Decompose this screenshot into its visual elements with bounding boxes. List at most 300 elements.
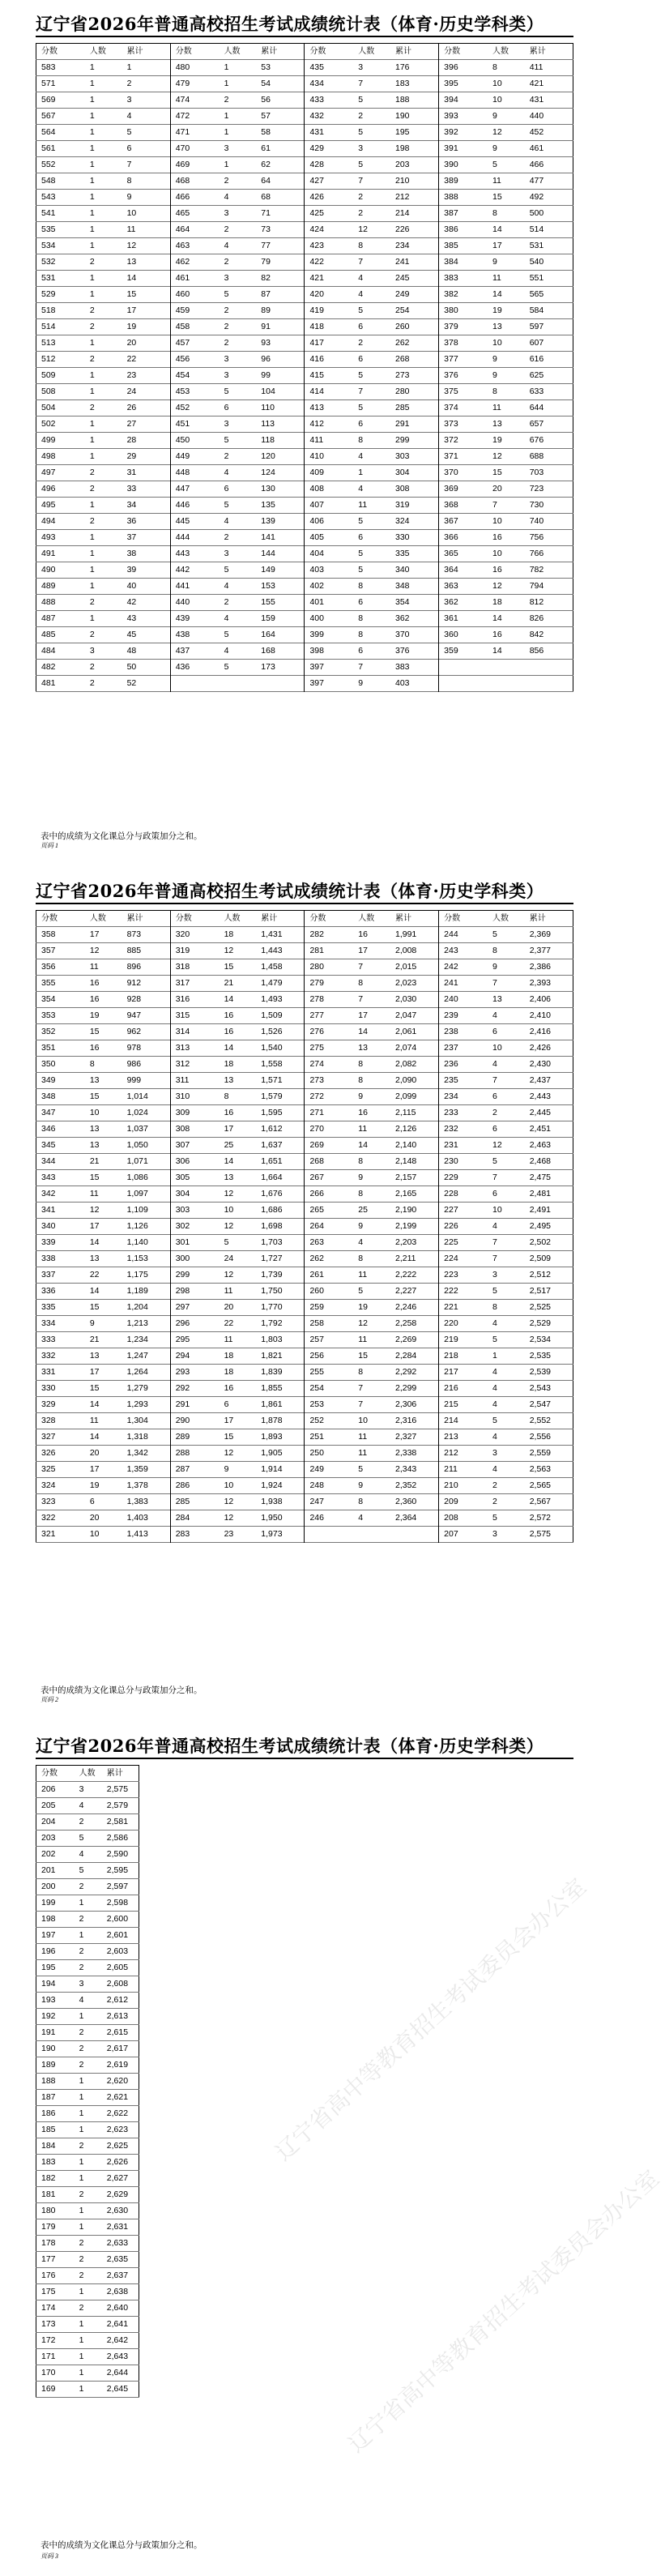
cumulative-cell: 1,097 (122, 1186, 171, 1203)
count-cell: 7 (358, 994, 364, 1004)
count-cell: 11 (358, 1448, 368, 1458)
score-cell: 388 (444, 192, 458, 202)
score-cell: 274 (309, 1059, 324, 1069)
cumulative-cell: 1,540 (256, 1040, 305, 1057)
cumulative-cell: 144 (256, 546, 305, 562)
score-cell: 463 (175, 241, 190, 250)
cumulative-cell: 31 (122, 465, 171, 481)
cumulative-cell: 2,556 (529, 1432, 551, 1442)
count-cell: 2 (89, 322, 95, 331)
cumulative-cell: 2,586 (106, 1833, 129, 1843)
count-cell: 3 (224, 208, 229, 218)
score-cell: 419 (309, 305, 324, 315)
score-cell: 342 (41, 1189, 56, 1198)
count-cell: 2 (224, 95, 229, 105)
score-cell: 404 (309, 549, 324, 558)
count-cell: 6 (492, 1091, 497, 1101)
count-cell: 14 (89, 1237, 100, 1247)
count-cell: 2 (89, 484, 95, 493)
score-cell: 204 (41, 1817, 56, 1826)
cumulative-cell: 2,590 (106, 1849, 129, 1859)
cumulative-cell: 173 (256, 660, 305, 676)
cumulative-cell: 155 (256, 595, 305, 611)
count-cell: 2 (224, 257, 229, 267)
cumulative-cell: 82 (256, 271, 305, 287)
table-row (36, 384, 573, 400)
cumulative-cell: 149 (256, 562, 305, 579)
count-cell: 2 (492, 1497, 497, 1506)
score-cell: 200 (41, 1882, 56, 1891)
footnote: 表中的成绩为文化课总分与政策加分之和。 (40, 1686, 202, 1695)
count-cell: 2 (358, 192, 364, 202)
cumulative-cell (525, 660, 573, 676)
header-count: 人数 (89, 914, 106, 923)
score-cell: 442 (175, 565, 190, 575)
count-cell: 1 (79, 2092, 84, 2102)
cumulative-cell: 198 (390, 141, 439, 157)
footnote: 表中的成绩为文化课总分与政策加分之和。 (40, 832, 202, 841)
count-cell: 1 (89, 273, 95, 283)
count-cell: 12 (224, 946, 234, 955)
count-cell: 16 (492, 565, 502, 575)
table-row (36, 1831, 139, 1847)
count-cell: 1 (79, 2287, 84, 2296)
cumulative-cell: 873 (122, 927, 171, 943)
count-cell: 2 (89, 403, 95, 412)
count-cell: 11 (89, 1189, 99, 1198)
count-cell: 8 (358, 1075, 364, 1085)
count-cell: 6 (492, 1027, 497, 1036)
header-cumulative: 累计 (122, 44, 171, 60)
cumulative-cell: 1,293 (122, 1397, 171, 1413)
cumulative-cell: 492 (529, 192, 544, 202)
cumulative-cell: 340 (390, 562, 439, 579)
count-cell: 2 (89, 516, 95, 526)
score-cell: 300 (175, 1254, 190, 1263)
score-cell: 561 (41, 143, 56, 153)
count-cell: 14 (224, 1156, 234, 1166)
score-cell: 569 (41, 95, 56, 105)
cumulative-cell: 249 (390, 287, 439, 303)
count-cell: 17 (492, 241, 502, 250)
count-cell: 6 (358, 419, 364, 429)
cumulative-cell: 20 (122, 335, 171, 352)
score-cell: 320 (175, 929, 190, 939)
score-cell: 191 (41, 2027, 56, 2037)
cumulative-cell: 254 (390, 303, 439, 319)
count-cell: 1 (89, 338, 95, 348)
score-cell: 513 (41, 338, 56, 348)
score-cell: 202 (41, 1849, 56, 1859)
score-cell: 285 (175, 1497, 190, 1506)
cumulative-cell: 15 (122, 287, 171, 303)
count-cell: 1 (79, 2335, 84, 2345)
score-cell: 394 (444, 95, 458, 105)
score-cell: 184 (41, 2141, 56, 2151)
table-row (36, 2284, 139, 2300)
score-cell: 228 (444, 1189, 458, 1198)
count-cell: 8 (358, 1497, 364, 1506)
cumulative-cell: 794 (529, 581, 544, 591)
score-cell: 425 (309, 208, 324, 218)
table-row (36, 1040, 573, 1057)
count-cell: 7 (492, 500, 497, 510)
cumulative-cell: 1,204 (122, 1300, 171, 1316)
score-cell: 172 (41, 2335, 56, 2345)
score-cell: 454 (175, 370, 190, 380)
score-cell: 209 (444, 1497, 458, 1506)
count-cell: 17 (89, 1367, 100, 1377)
score-cell: 361 (444, 613, 458, 623)
cumulative-cell: 2,517 (529, 1286, 551, 1296)
cumulative-cell: 203 (390, 157, 439, 173)
cumulative-cell: 285 (390, 400, 439, 417)
cumulative-cell: 1,905 (256, 1446, 305, 1462)
table-row (36, 1105, 573, 1121)
score-cell: 362 (444, 597, 458, 607)
count-cell: 17 (358, 946, 368, 955)
count-cell: 7 (358, 662, 364, 672)
score-cell: 196 (41, 1946, 56, 1956)
table-row (36, 481, 573, 498)
score-cell: 372 (444, 435, 458, 445)
cumulative-cell: 226 (390, 222, 439, 238)
table-row (36, 2236, 139, 2252)
count-cell: 13 (89, 1254, 100, 1263)
score-cell: 471 (175, 127, 190, 137)
title-rule (36, 903, 573, 904)
cumulative-cell: 625 (529, 370, 544, 380)
score-cell: 418 (309, 322, 324, 331)
score-cell: 413 (309, 403, 324, 412)
cumulative-cell: 1,612 (256, 1121, 305, 1138)
cumulative-cell: 2,627 (106, 2173, 129, 2183)
table-row (36, 2333, 139, 2349)
cumulative-cell: 6 (122, 141, 171, 157)
score-cell: 241 (444, 978, 458, 988)
count-cell: 2 (224, 597, 229, 607)
cumulative-cell: 1,342 (122, 1446, 171, 1462)
cumulative-cell: 633 (529, 387, 544, 396)
count-cell: 15 (224, 1432, 234, 1442)
count-cell: 16 (492, 532, 502, 542)
count-cell: 5 (492, 1286, 497, 1296)
score-cell: 195 (41, 1963, 56, 1972)
cumulative-cell: 1,413 (122, 1527, 171, 1543)
cumulative-cell: 24 (122, 384, 171, 400)
count-cell: 9 (358, 1173, 364, 1182)
score-cell: 337 (41, 1270, 56, 1279)
count-cell: 3 (358, 143, 364, 153)
cumulative-cell: 723 (529, 484, 544, 493)
cumulative-cell: 2,575 (106, 1784, 129, 1794)
count-cell: 1 (89, 143, 95, 153)
cumulative-cell: 2,512 (529, 1270, 551, 1279)
cumulative-cell: 2,543 (529, 1383, 551, 1393)
cumulative-cell: 299 (390, 433, 439, 449)
score-cell: 325 (41, 1464, 56, 1474)
count-cell: 6 (224, 484, 229, 493)
count-cell: 1 (79, 2384, 84, 2394)
score-cell: 269 (309, 1140, 324, 1150)
count-cell: 18 (224, 929, 234, 939)
cumulative-cell: 1,071 (122, 1154, 171, 1170)
score-cell: 194 (41, 1979, 56, 1989)
count-cell: 5 (358, 565, 364, 575)
count-cell: 18 (224, 1351, 234, 1361)
table-row (36, 157, 573, 173)
score-cell: 255 (309, 1367, 324, 1377)
cumulative-cell: 644 (529, 403, 544, 412)
count-cell: 18 (224, 1059, 234, 1069)
cumulative-cell: 1,595 (256, 1105, 305, 1121)
count-cell: 8 (358, 435, 364, 445)
cumulative-cell: 1,637 (256, 1138, 305, 1154)
count-cell: 25 (224, 1140, 234, 1150)
count-cell: 9 (358, 1221, 364, 1231)
count-cell: 14 (358, 1140, 368, 1150)
score-cell: 370 (444, 468, 458, 477)
header-count: 人数 (224, 47, 241, 56)
count-cell: 12 (224, 1221, 234, 1231)
cumulative-cell: 104 (256, 384, 305, 400)
score-cell: 340 (41, 1221, 56, 1231)
score-cell: 294 (175, 1351, 190, 1361)
watermark: 辽宁省高中等教育招生考试委员会办公室 (270, 1873, 591, 2167)
count-cell: 17 (224, 1416, 234, 1425)
cumulative-cell: 842 (529, 630, 544, 639)
cumulative-cell: 1,579 (256, 1089, 305, 1105)
count-cell: 6 (224, 1399, 229, 1409)
cumulative-cell: 607 (529, 338, 544, 348)
count-cell: 2 (89, 305, 95, 315)
score-cell: 496 (41, 484, 56, 493)
count-cell: 12 (358, 1318, 368, 1328)
score-cell: 491 (41, 549, 56, 558)
count-cell: 5 (358, 403, 364, 412)
count-cell: 16 (224, 1010, 234, 1020)
score-cell: 502 (41, 419, 56, 429)
count-cell: 11 (492, 403, 501, 412)
score-cell: 327 (41, 1432, 56, 1442)
count-cell: 10 (89, 1529, 100, 1539)
table-row (36, 1073, 573, 1089)
score-cell: 249 (309, 1464, 324, 1474)
score-cell: 400 (309, 613, 324, 623)
count-cell: 4 (358, 1237, 364, 1247)
count-cell: 15 (89, 1091, 100, 1101)
score-cell: 333 (41, 1335, 56, 1344)
score-cell: 485 (41, 630, 56, 639)
cumulative-cell: 1,821 (256, 1348, 305, 1365)
cumulative-cell: 11 (122, 222, 171, 238)
score-cell: 339 (41, 1237, 56, 1247)
count-cell: 13 (492, 419, 502, 429)
cumulative-cell: 1,175 (122, 1267, 171, 1284)
score-cell: 490 (41, 565, 56, 575)
count-cell: 5 (358, 160, 364, 169)
count-cell: 14 (492, 289, 502, 299)
score-cell: 319 (175, 946, 190, 955)
cumulative-cell: 1,571 (256, 1073, 305, 1089)
count-cell: 1 (224, 160, 229, 169)
count-cell: 7 (358, 1383, 364, 1393)
table-row (36, 1316, 573, 1332)
cumulative-cell: 2,581 (106, 1817, 129, 1826)
score-cell: 173 (41, 2319, 56, 2329)
table-row (36, 2025, 139, 2041)
table-row (36, 1462, 573, 1478)
count-cell: 6 (358, 646, 364, 656)
score-cell: 518 (41, 305, 56, 315)
table-row (36, 92, 573, 109)
score-cell: 282 (309, 929, 324, 939)
count-cell: 16 (358, 1108, 368, 1117)
count-cell: 3 (79, 1979, 84, 1989)
cumulative-cell: 2,199 (390, 1219, 439, 1235)
score-cell: 426 (309, 192, 324, 202)
footnote: 表中的成绩为文化课总分与政策加分之和。 (40, 2541, 202, 2550)
cumulative-cell: 2,306 (390, 1397, 439, 1413)
score-cell: 391 (444, 143, 458, 153)
count-cell: 2 (79, 2271, 84, 2280)
count-cell: 4 (492, 1383, 497, 1393)
count-cell: 5 (224, 662, 229, 672)
cumulative-cell: 73 (256, 222, 305, 238)
score-cell: 460 (175, 289, 190, 299)
count-cell: 6 (224, 403, 229, 412)
score-cell: 181 (41, 2189, 56, 2199)
count-cell: 8 (358, 1059, 364, 1069)
score-cell: 552 (41, 160, 56, 169)
count-cell: 13 (224, 1075, 234, 1085)
score-cell: 489 (41, 581, 56, 591)
cumulative-cell: 440 (529, 111, 544, 121)
count-cell: 9 (358, 678, 364, 688)
table-row (36, 1251, 573, 1267)
count-cell: 7 (358, 1399, 364, 1409)
score-cell: 451 (175, 419, 190, 429)
cumulative-cell: 40 (122, 579, 171, 595)
cumulative-cell: 2,030 (390, 992, 439, 1008)
cumulative-cell: 1,383 (122, 1494, 171, 1510)
score-cell: 198 (41, 1914, 56, 1924)
count-cell: 7 (492, 1173, 497, 1182)
count-cell: 1 (89, 435, 95, 445)
cumulative-cell: 2,612 (106, 1995, 129, 2005)
count-cell: 15 (358, 1351, 368, 1361)
cumulative-cell: 2,525 (529, 1302, 551, 1312)
cumulative-cell: 2,227 (390, 1284, 439, 1300)
cumulative-cell: 597 (529, 322, 544, 331)
cumulative-cell: 2,468 (529, 1156, 551, 1166)
page-title: 辽宁省2026年普通高校招生考试成绩统计表（体育·历史学科类） (36, 14, 544, 34)
count-cell: 10 (492, 338, 502, 348)
count-cell: 4 (224, 613, 229, 623)
cumulative-cell: 210 (390, 173, 439, 190)
count-cell: 13 (492, 994, 502, 1004)
cumulative-cell: 2,364 (390, 1510, 439, 1527)
count-cell: 12 (224, 1270, 234, 1279)
count-cell: 11 (224, 1286, 233, 1296)
score-cell: 352 (41, 1027, 56, 1036)
score-cell: 207 (444, 1529, 458, 1539)
table-row (36, 2219, 139, 2236)
count-cell: 3 (358, 62, 364, 72)
count-cell: 1 (79, 2222, 84, 2232)
cumulative-cell: 2,475 (529, 1173, 551, 1182)
cumulative-cell: 1,014 (122, 1089, 171, 1105)
cumulative-cell: 13 (122, 254, 171, 271)
count-cell: 2 (492, 1108, 497, 1117)
count-cell: 12 (224, 1189, 234, 1198)
table-row (36, 1879, 139, 1895)
count-cell: 11 (358, 1335, 368, 1344)
count-cell: 10 (492, 79, 502, 88)
table-row (36, 1008, 573, 1024)
count-cell: 8 (358, 630, 364, 639)
table-row (36, 1348, 573, 1365)
score-cell: 237 (444, 1043, 458, 1053)
count-cell: 21 (224, 978, 234, 988)
table-row (36, 2171, 139, 2187)
score-cell (170, 676, 215, 692)
count-cell: 14 (492, 646, 502, 656)
count-cell: 11 (89, 1416, 99, 1425)
score-cell: 464 (175, 224, 190, 234)
cumulative-cell: 1,664 (256, 1170, 305, 1186)
count-cell: 1 (89, 62, 95, 72)
cumulative-cell: 1 (122, 60, 171, 76)
cumulative-cell: 2,595 (106, 1865, 129, 1875)
count-cell: 10 (492, 95, 502, 105)
cumulative-cell: 118 (256, 433, 305, 449)
score-cell: 222 (444, 1286, 458, 1296)
count-cell: 1 (79, 2319, 84, 2329)
score-cell: 266 (309, 1189, 324, 1198)
table-row (36, 1138, 573, 1154)
table-row (36, 1944, 139, 1960)
cumulative-cell: 48 (122, 643, 171, 660)
count-cell: 1 (89, 419, 95, 429)
table-row (36, 643, 573, 660)
cumulative-cell: 2,148 (390, 1154, 439, 1170)
score-cell: 318 (175, 962, 190, 972)
table-row (36, 2090, 139, 2106)
table-row (36, 2057, 139, 2074)
count-cell: 8 (224, 1091, 229, 1101)
count-cell: 1 (89, 500, 95, 510)
count-cell: 9 (492, 962, 497, 972)
table-row (36, 352, 573, 368)
cumulative-cell: 2,165 (390, 1186, 439, 1203)
cumulative-cell: 676 (529, 435, 544, 445)
cumulative-cell: 1,479 (256, 976, 305, 992)
score-cell: 466 (175, 192, 190, 202)
table-row (36, 1089, 573, 1105)
cumulative-cell: 1,318 (122, 1429, 171, 1446)
cumulative-cell: 452 (529, 127, 544, 137)
score-cell: 203 (41, 1833, 56, 1843)
count-cell: 5 (492, 929, 497, 939)
cumulative-cell: 2,443 (529, 1091, 551, 1101)
cumulative-cell: 176 (390, 60, 439, 76)
count-cell: 19 (89, 1010, 100, 1020)
table-row (36, 1993, 139, 2009)
cumulative-cell: 565 (529, 289, 544, 299)
cumulative-cell: 978 (122, 1040, 171, 1057)
score-cell: 317 (175, 978, 190, 988)
